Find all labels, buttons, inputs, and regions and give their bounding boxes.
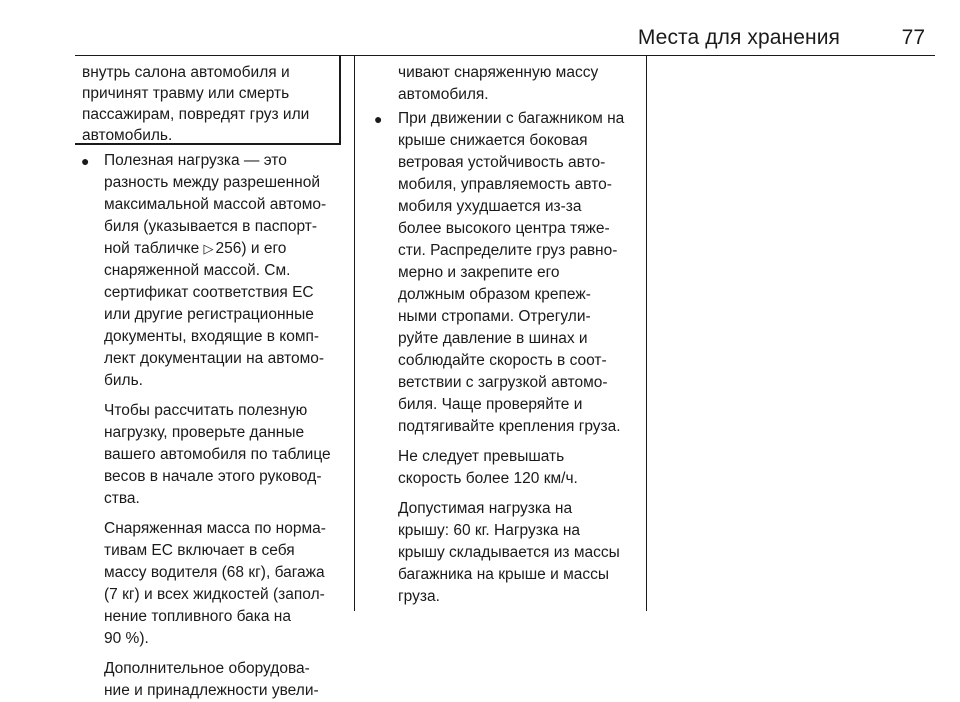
text-line: нагрузку, проверьте данные <box>104 424 305 441</box>
text-line: (7 кг) и всех жидкостей (запол- <box>104 586 325 603</box>
text-line: ветровая устойчивость авто- <box>398 154 606 171</box>
text-line: 90 %). <box>104 630 149 647</box>
text-line: подтягивайте крепления груза. <box>398 418 621 435</box>
text-line: Полезная нагрузка — это <box>104 152 287 169</box>
text-line: снаряженной массой. См. <box>104 262 291 279</box>
text-line: нение топливного бака на <box>104 608 291 625</box>
text-line: ние и принадлежности увели- <box>104 682 319 699</box>
text-line: биль. <box>104 372 143 389</box>
text-line: крышу: 60 кг. Нагрузка на <box>398 522 581 539</box>
text-line: должным образом крепеж- <box>398 286 591 303</box>
text-line: крыше снижается боковая <box>398 132 588 149</box>
text-line: соблюдайте скорость в соот- <box>398 352 607 369</box>
warning-box <box>75 56 341 145</box>
section-title: Места для хранения <box>637 26 840 49</box>
warning-line: внутрь салона автомобиля и <box>82 64 290 81</box>
text-line: документы, входящие в комп- <box>104 328 320 345</box>
text-line: тивам ЕС включает в себя <box>104 542 295 559</box>
text-line: руйте давление в шинах и <box>398 330 588 347</box>
text-line: лект документации на автомо- <box>104 350 325 367</box>
text-line: биля. Чаще проверяйте и <box>398 396 583 413</box>
text-line: ства. <box>104 490 140 507</box>
text-line: более высокого центра тяже- <box>398 220 610 237</box>
bullet-icon: ● <box>81 153 90 169</box>
text-line: Чтобы рассчитать полезную <box>104 402 308 419</box>
text-line: сти. Распределите груз равно- <box>398 242 618 259</box>
text-line: Не следует превышать <box>398 448 565 465</box>
text-line: багажника на крыше и массы <box>398 566 609 583</box>
text-line: сертификат соответствия ЕС <box>104 284 314 301</box>
text-line: ными стропами. Отрегули- <box>398 308 591 325</box>
text-line: Снаряженная масса по норма- <box>104 520 326 537</box>
warning-text <box>82 62 337 146</box>
text-line: весов в начале этого руковод- <box>104 468 322 485</box>
text-line: максимальной массой автомо- <box>104 196 327 213</box>
text-line: мобиля ухудшается из-за <box>398 198 582 215</box>
warning-line: автомобиль. <box>82 127 173 144</box>
bullet-icon: ● <box>374 111 383 127</box>
bullet-paragraph-roof-rack <box>398 108 640 608</box>
text-line: При движении с багажником на <box>398 110 625 127</box>
text-line: мобиля, управляемость авто- <box>398 176 612 193</box>
column-divider-1 <box>354 56 355 611</box>
text-line: разность между разрешенной <box>104 174 321 191</box>
text-line: скорость более 120 км/ч. <box>398 470 578 487</box>
text-line: или другие регистрационные <box>104 306 314 323</box>
text-line: биля (указывается в паспорт- <box>104 218 318 235</box>
text-line: вашего автомобиля по таблице <box>104 446 331 463</box>
text-line: мерно и закрепите его <box>398 264 560 281</box>
text-line: Допустимая нагрузка на <box>398 500 573 517</box>
page-reference: 256) и его <box>215 240 287 257</box>
warning-line: пассажирам, повредят груз или <box>82 106 310 123</box>
text-line: ветствии с загрузкой автомо- <box>398 374 608 391</box>
text-line: груза. <box>398 588 440 605</box>
continuation-paragraph <box>398 62 640 106</box>
text-line-with-ref <box>104 238 354 260</box>
reference-arrow-icon: ▷ <box>203 241 214 256</box>
bullet-paragraph-payload <box>104 150 354 702</box>
page-header <box>75 22 935 54</box>
text-line: автомобиля. <box>398 86 489 103</box>
warning-line: причинят травму или смерть <box>82 85 290 102</box>
text-line: Дополнительное оборудова- <box>104 660 310 677</box>
text-line: массу водителя (68 кг), багажа <box>104 564 325 581</box>
text-line: чивают снаряженную массу <box>398 64 599 81</box>
text-line: крышу складывается из массы <box>398 544 620 561</box>
column-divider-2 <box>646 56 647 611</box>
text-fragment: ной табличке <box>104 240 204 257</box>
page-number: 77 <box>901 26 925 49</box>
